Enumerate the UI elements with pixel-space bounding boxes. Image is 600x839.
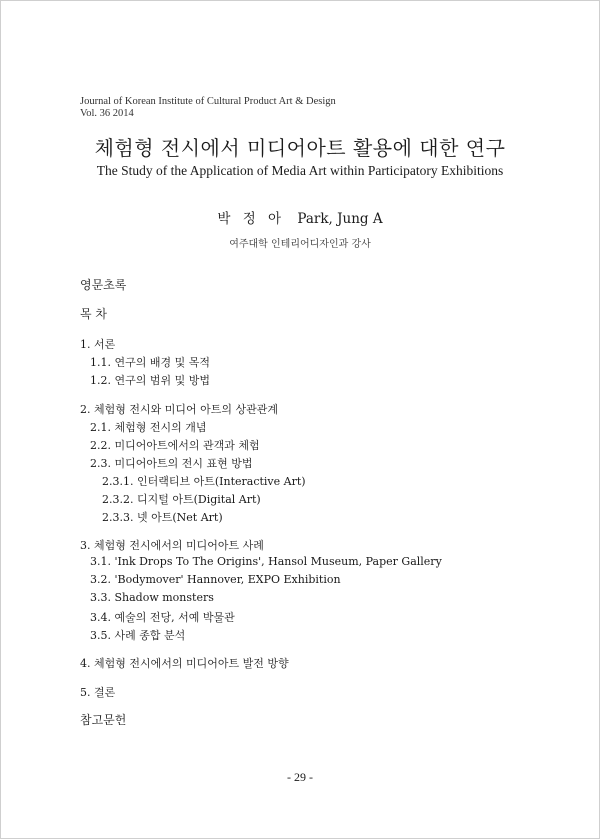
toc-item: 1. 서론 [80, 338, 116, 351]
toc-item: 4. 체험형 전시에서의 미디어아트 발전 방향 [80, 657, 289, 670]
toc-item: 1.1. 연구의 배경 및 목적 [90, 356, 210, 369]
journal-header [80, 96, 336, 120]
paper-title-korean: 체험형 전시에서 미디어아트 활용에 대한 연구 [94, 136, 506, 160]
author-name-korean: 박 정 아 [217, 211, 286, 227]
section-contents: 목 차 [80, 307, 107, 321]
author-line [0, 207, 600, 227]
section-references: 참고문헌 [80, 713, 127, 727]
paper-title-english: The Study of the Application of Media Art within Participatory Exhibitions [96, 163, 504, 178]
toc-item: 2.3.2. 디지털 아트(Digital Art) [102, 493, 261, 506]
toc-item: 3.5. 사례 종합 분석 [90, 629, 186, 642]
journal-name: Journal of Korean Institute of Cultural Product Art & Design [80, 96, 336, 107]
section-abstract: 영문초록 [80, 278, 127, 292]
author-affiliation: 여주대학 인테리어디자인과 강사 [229, 239, 371, 250]
toc-item: 2. 체험형 전시와 미디어 아트의 상관관계 [80, 403, 278, 416]
toc-item: 2.2. 미디어아트에서의 관객과 체험 [90, 439, 260, 452]
toc-item: 5. 결론 [80, 686, 116, 699]
page-number: - 29 - [287, 770, 313, 784]
toc-item: 1.2. 연구의 범위 및 방법 [90, 374, 210, 387]
toc-item: 2.3.1. 인터랙티브 아트(Interactive Art) [102, 475, 306, 488]
toc-item: 3. 체험형 전시에서의 미디어아트 사례 [80, 539, 264, 552]
toc-item: 2.1. 체험형 전시의 개념 [90, 421, 207, 434]
toc-item: 3.1. 'Ink Drops To The Origins', Hansol Museum, Paper Gallery [90, 555, 442, 568]
author-name-english: Park, Jung A [297, 211, 383, 227]
toc-item: 3.4. 예술의 전당, 서예 박물관 [90, 611, 235, 624]
toc-item: 3.3. Shadow monsters [90, 591, 214, 604]
toc-item: 2.3. 미디어아트의 전시 표현 방법 [90, 457, 253, 470]
toc-item: 2.3.3. 넷 아트(Net Art) [102, 511, 223, 524]
toc-item: 3.2. 'Bodymover' Hannover, EXPO Exhibition [90, 573, 341, 586]
journal-volume: Vol. 36 2014 [80, 108, 134, 119]
